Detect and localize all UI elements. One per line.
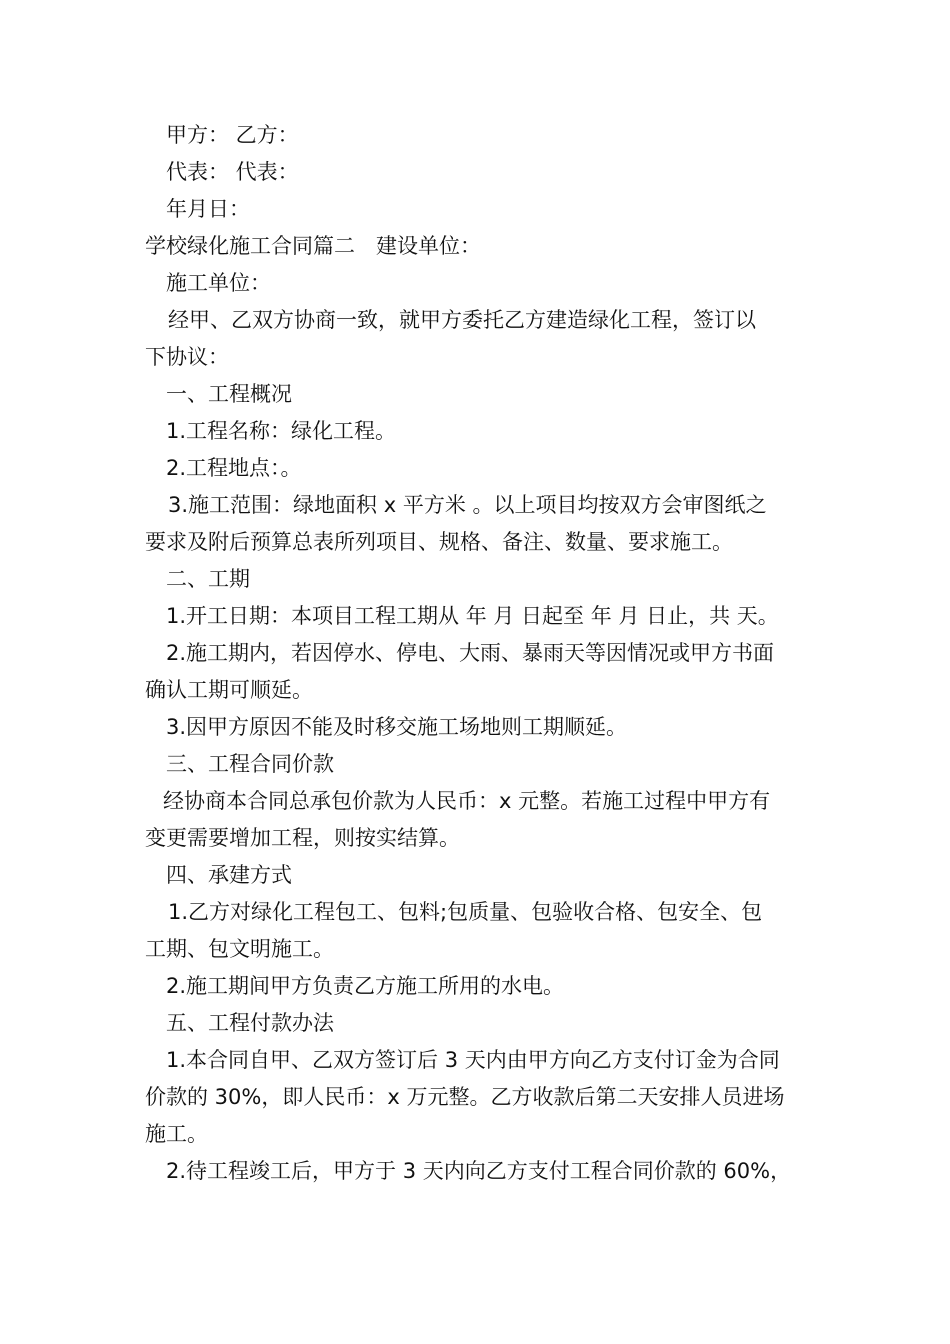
list-item-line: 3.施工范围：绿地面积 x 平方米 。以上项目均按双方会审图纸之 — [168, 493, 767, 517]
paragraph-line: 工期、包文明施工。 — [145, 937, 334, 961]
heading-line: 五、工程付款办法 — [166, 1011, 334, 1035]
list-item-line: 2.施工期间甲方负责乙方施工所用的水电。 — [166, 974, 565, 998]
paragraph-line: 下协议： — [145, 345, 229, 369]
list-item-line: 3.因甲方原因不能及时移交施工场地则工期顺延。 — [166, 715, 628, 739]
paragraph-line: 要求及附后预算总表所列项目、规格、备注、数量、要求施工。 — [145, 530, 733, 554]
paragraph-line: 价款的 30%，即人民币：x 万元整。乙方收款后第二天安排人员进场 — [145, 1085, 785, 1109]
paragraph-line: 变更需要增加工程，则按实结算。 — [145, 826, 460, 850]
contractor-line: 施工单位： — [166, 271, 271, 295]
list-item-line: 1.本合同自甲、乙双方签订后 3 天内由甲方向乙方支付订金为合同 — [166, 1048, 780, 1072]
section-title-line: 学校绿化施工合同篇二 建设单位： — [145, 234, 481, 258]
date-line: 年月日： — [166, 197, 250, 221]
heading-line: 四、承建方式 — [166, 863, 292, 887]
party-line: 甲方： 乙方： — [166, 123, 299, 147]
list-item-line: 2.工程地点：。 — [166, 456, 302, 480]
paragraph-line: 经甲、乙双方协商一致，就甲方委托乙方建造绿化工程，签订以 — [168, 308, 756, 332]
document-body — [145, 117, 810, 1190]
list-item-line: 1.工程名称：绿化工程。 — [166, 419, 397, 443]
list-item-line: 1.开工日期：本项目工程工期从 年 月 日起至 年 月 日止，共 天。 — [166, 604, 779, 628]
heading-line: 一、工程概况 — [166, 382, 292, 406]
paragraph-line: 确认工期可顺延。 — [145, 678, 313, 702]
list-item-line: 1.乙方对绿化工程包工、包料;包质量、包验收合格、包安全、包 — [168, 900, 763, 924]
paragraph-line: 施工。 — [145, 1122, 208, 1146]
paragraph-line: 经协商本合同总承包价款为人民币：x 元整。若施工过程中甲方有 — [163, 789, 771, 813]
list-item-line: 2.施工期内，若因停水、停电、大雨、暴雨天等因情况或甲方书面 — [166, 641, 775, 665]
representative-line: 代表： 代表： — [166, 160, 299, 184]
heading-line: 二、工期 — [166, 567, 250, 591]
heading-line: 三、工程合同价款 — [166, 752, 334, 776]
list-item-line: 2.待工程竣工后，甲方于 3 天内向乙方支付工程合同价款的 60%， — [166, 1159, 792, 1183]
